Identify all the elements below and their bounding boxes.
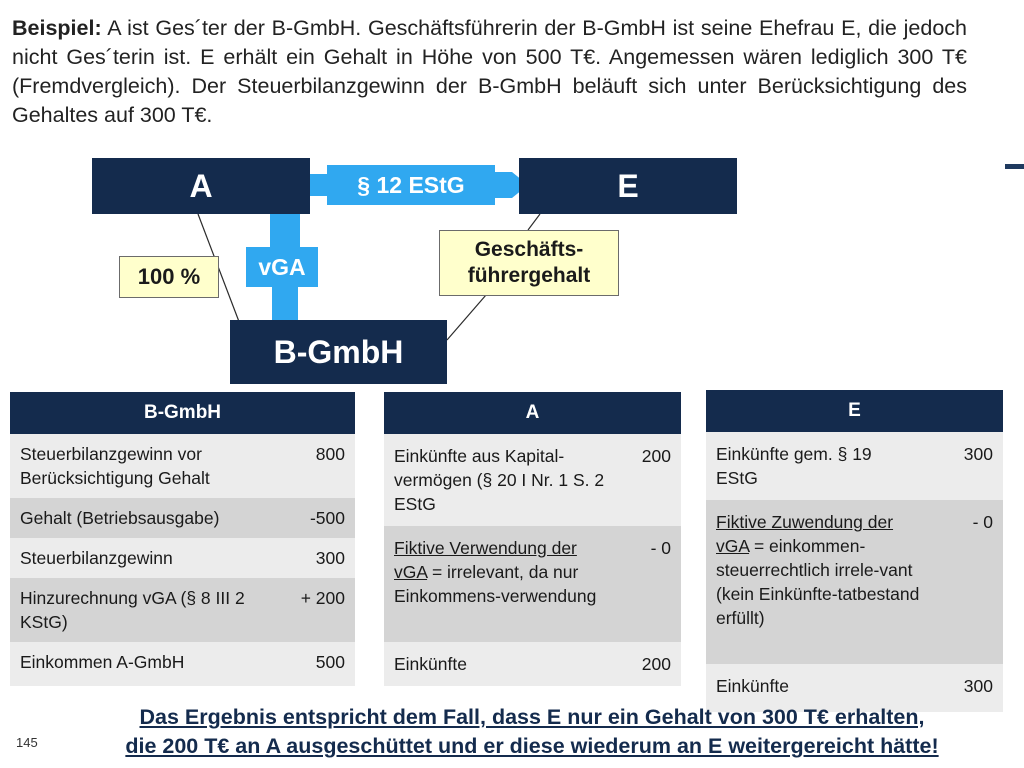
row-label: Einkünfte: [394, 654, 467, 674]
row-value: 200: [641, 446, 671, 466]
table-row: [10, 434, 355, 498]
node-b-gmbh: B-GmbH: [230, 320, 447, 384]
row-label-underlined: Fiktive Zuwendung der vGA: [716, 512, 894, 556]
table-row: [384, 434, 681, 526]
row-value: 800: [315, 444, 345, 464]
table-e: [706, 390, 1003, 712]
row-value: - 0: [650, 538, 671, 558]
row-label: Steuerbilanzgewinn vor Berücksichtigung Gehalt: [20, 444, 210, 488]
table-row: [10, 642, 355, 686]
table-row: [706, 500, 1003, 664]
salary-label-line2: führergehalt: [467, 264, 591, 287]
page-number: 145: [16, 735, 38, 750]
salary-connector-top: [528, 214, 540, 230]
salary-connector: [447, 295, 486, 340]
node-e: E: [519, 158, 737, 214]
row-label: Gehalt (Betriebsausgabe): [20, 508, 220, 528]
row-value: 300: [315, 548, 345, 568]
row-value: 300: [963, 676, 993, 696]
row-label-rest: = irrelevant, da nur Einkommens-verwendung: [394, 562, 597, 606]
node-a: A: [92, 158, 310, 214]
row-value: -500: [309, 508, 345, 528]
share-label: 100 %: [119, 256, 219, 298]
row-label: Einkommen A-GmbH: [20, 652, 185, 672]
salary-label-line1: Geschäfts-: [474, 238, 584, 261]
row-value: - 0: [972, 512, 993, 532]
row-label: [716, 510, 921, 654]
intro-label: Beispiel:: [12, 16, 102, 40]
intro-text: A ist Ges´ter der B-GmbH. Geschäftsführerin der B-GmbH ist seine Ehefrau E, die jedoch nicht Ges´terin ist. E erhält ein Gehalt in Höhe von 500 T€. Angemessen wären lediglich 300 T€ (Fremdvergleich). Der Steuerbilanzgewinn der B-GmbH beläuft sich unter Berücksichtigung des Gehaltes auf 300 T€.: [12, 16, 967, 127]
table-header: A: [384, 392, 681, 434]
vga-label: vGA: [246, 247, 318, 287]
table-header: B-GmbH: [10, 392, 355, 434]
row-label: Hinzurechnung vGA (§ 8 III 2 KStG): [20, 588, 245, 632]
table-row: [10, 538, 355, 578]
conclusion-text: [42, 703, 1022, 761]
table-row: [10, 578, 355, 642]
row-label: Einkünfte gem. § 19 EStG: [716, 444, 872, 488]
table-row: [384, 642, 681, 686]
row-label: Steuerbilanzgewinn: [20, 548, 173, 568]
row-label-underlined: Fiktive Verwendung der vGA: [394, 538, 577, 582]
conclusion-line2: die 200 T€ an A ausgeschüttet und er diese wiederum an E weitergereicht hätte!: [125, 734, 939, 758]
row-label: [394, 536, 604, 632]
row-value: 200: [641, 654, 671, 674]
table-a: [384, 392, 681, 686]
estg-label: § 12 EStG: [327, 165, 495, 205]
row-value: 500: [315, 652, 345, 672]
table-b-gmbh: [10, 392, 355, 686]
row-value: + 200: [300, 588, 345, 608]
table-row: [10, 498, 355, 538]
row-value: 300: [963, 444, 993, 464]
row-label: Einkünfte: [716, 676, 789, 696]
row-label-rest: = einkommen-steuerrechtlich irrele-vant (kein Einkünfte-tatbestand erfüllt): [716, 536, 920, 628]
conclusion-line1: Das Ergebnis entspricht dem Fall, dass E nur ein Gehalt von 300 T€ erhalten,: [139, 705, 925, 729]
table-header: E: [706, 390, 1003, 432]
salary-label: [439, 230, 619, 296]
table-row: [706, 432, 1003, 500]
row-label: Einkünfte aus Kapital-vermögen (§ 20 I Nr. 1 S. 2 EStG: [394, 446, 605, 514]
table-row: [384, 526, 681, 642]
